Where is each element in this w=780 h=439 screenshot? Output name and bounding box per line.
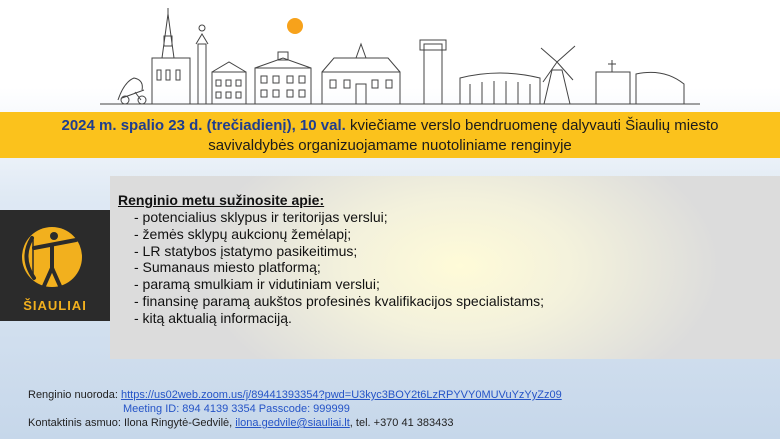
topics-list [118,209,780,327]
siauliai-logo [0,210,110,321]
event-announcement-banner [0,112,780,158]
topic-item: - finansinę paramą aukštos profesinės kvalifikacijos specialistams; [134,292,545,309]
logo-text: ŠIAULIAI [23,298,87,313]
topic-item: - potencialius sklypus ir teritorijas verslui; [134,209,388,225]
topic-item: - paramą smulkiam ir vidutiniam verslui; [134,276,380,293]
banner-line-1 [0,116,780,136]
topic-item: - žemės sklypų aukcionų žemėlapį; [134,225,352,242]
topic-item: - kitą aktualią informaciją. [134,309,292,326]
sun-icon [287,18,303,34]
banner-line-2: savivaldybės organizuojamame nuotoliniame renginyje [208,137,572,154]
contact-phone: , tel. +370 41 383433 [349,417,454,429]
topic-item: - LR statybos įstatymo pasikeitimus; [134,242,358,259]
contact-label: Kontaktinis asmuo: Ilona Ringytė-Gedvilė, [28,417,236,429]
contact-email-link[interactable]: ilona.gedvile@siauliai.lt [235,417,350,429]
meeting-credentials: Meeting ID: 894 4139 3354 Passcode: 999999 [123,403,350,415]
event-link-line [28,388,562,402]
zoom-meeting-link[interactable]: https://us02web.zoom.us/j/89441393354?pwd=U3kyc3BOY2t6LzRPYVY0MUVuYzYyZz09 [120,389,562,401]
event-date: 2024 m. spalio 23 d. (trečiadienį), 10 val. [61,117,346,134]
city-skyline-illustration [0,0,780,112]
contact-line [28,416,562,430]
banner-invitation-text: kviečiame verslo bendruomenę dalyvauti Šiaulių miesto [345,117,719,134]
event-footer [28,388,562,430]
event-link-label: Renginio nuoroda: [28,389,121,401]
event-topics-panel [110,176,780,359]
topics-heading: Renginio metu sužinosite apie: [118,192,325,208]
topic-item: - Sumanaus miesto platformą; [134,259,321,276]
